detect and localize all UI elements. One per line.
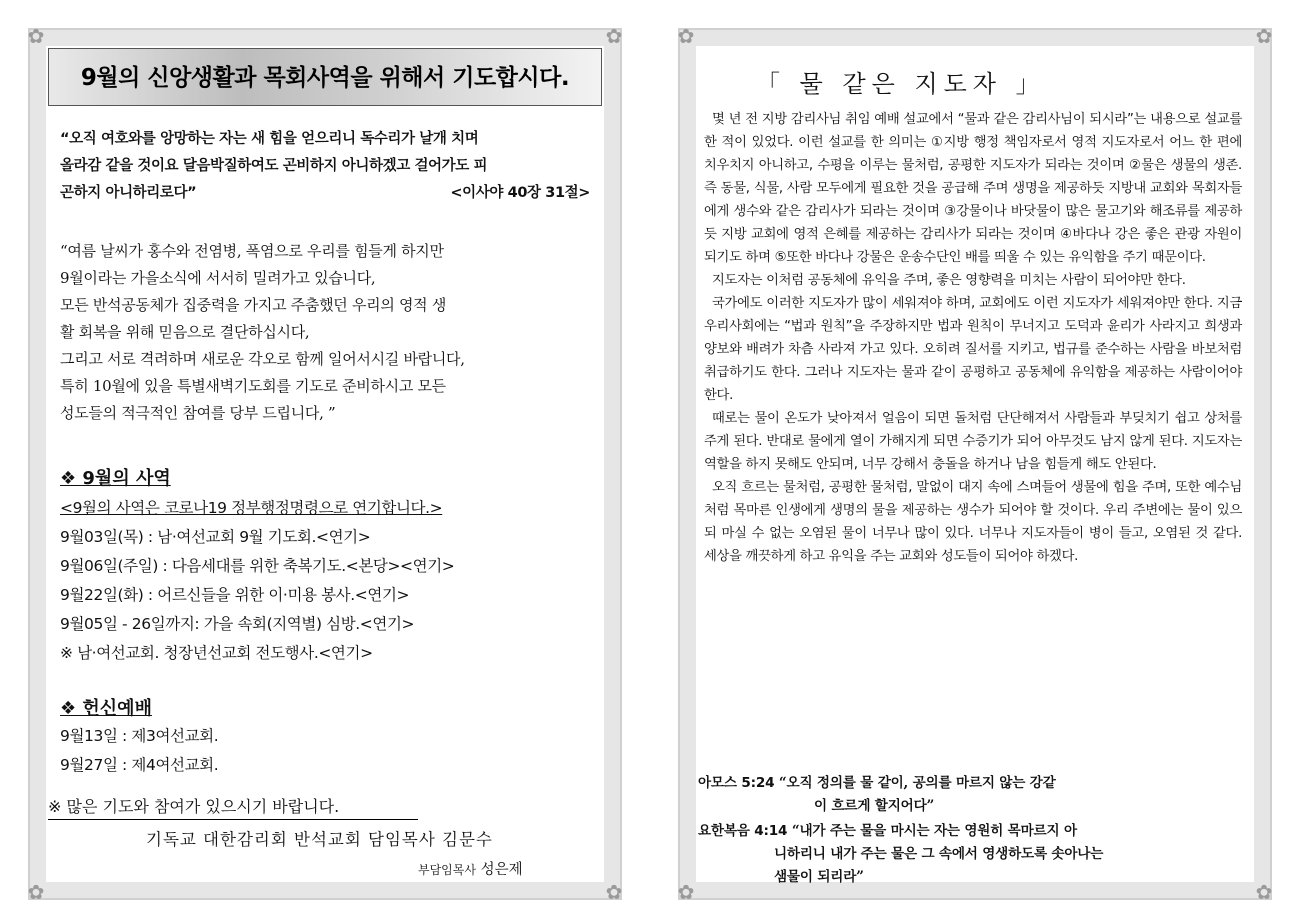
ministry-heading: ❖ 9월의 사역 [60, 468, 171, 489]
dedication-list [60, 722, 602, 780]
ref-text: “내가 주는 물을 마시는 자는 영원히 목마르지 아 [791, 823, 1077, 839]
message-line: 그리고 서로 격려하며 새로운 각오로 함께 일어서시길 바랍니다, [60, 350, 465, 368]
flower-icon: ✿ [677, 24, 695, 48]
flower-icon: ✿ [677, 880, 695, 904]
scripture-ref-amos [698, 772, 1242, 818]
left-content [46, 46, 604, 882]
flower-icon: ✿ [1255, 880, 1273, 904]
ref-text: 이 흐르게 할지어다” [814, 798, 935, 814]
article-paragraph: 몇 년 전 지방 감리사님 취임 예배 설교에서 “물과 같은 감리사님이 되시라”는 내용으로 설교를 한 적이 있었다. 이런 설교를 한 의미는 ①지방 행정 책임자로서 영적 지도자로서 어느 한 편에 치우치지 아니하고, 수평을 이루는 물처럼, 공평한 지도자가 되라는 것이며 ②물은 생물의 생존. 즉 동물, 식물, 사람 모두에게 필요한 것을 공급해 주며 생명을 제공하듯 지방내 교회와 목회자들에게 생수와 같은 감리사가 되라는 것이며 ③강물이나 바닷물이 많은 물고기와 해조류를 제공하듯 지방 교회에 영적 은혜를 제공하는 감리사가 되라는 것이며 ④바다나 강은 좋은 관광 자원이 되기도 하며 ⑤또한 바다나 강물은 운송수단인 배를 띄울 수 있는 유익함을 주기 때문이다. [704, 112, 1242, 265]
left-page [27, 24, 623, 904]
dedication-heading: ❖ 헌신예배 [60, 698, 152, 719]
list-item: 9월13일 : 제3여선교회. [60, 727, 219, 745]
signature-associate [418, 858, 523, 879]
list-item: 9월03일(목) : 남·여선교회 9월 기도회.<연기> [60, 528, 371, 546]
ministry-list [60, 494, 602, 668]
flower-icon: ✿ [27, 880, 45, 904]
article-title: 「 물 같은 지도자 」 [756, 70, 1046, 98]
list-item: 9월06일(주일) : 다음세대를 위한 축복기도.<본당><연기> [60, 557, 455, 575]
article-body [704, 108, 1242, 568]
associate-name: 성은제 [480, 862, 523, 878]
right-page [677, 24, 1273, 904]
ref-text: 니하리니 내가 주는 물은 그 속에서 영생하도록 솟아나는 [774, 846, 1104, 862]
flower-icon: ✿ [605, 880, 623, 904]
associate-title: 부담임목사 [418, 863, 476, 877]
scripture-verse [60, 126, 600, 207]
ref-text: 샘물이 되리라” [774, 869, 864, 885]
flower-icon: ✿ [27, 24, 45, 48]
message-line: 활 회복을 위해 믿음으로 결단하십시다, [60, 323, 310, 341]
article-paragraph: 지도자는 이처럼 공동체에 유익을 주며, 좋은 영향력을 미치는 사람이 되어야만 한다. [712, 273, 1186, 288]
message-line: “여름 날씨가 홍수와 전염병, 폭염으로 우리를 힘들게 하지만 [60, 242, 444, 260]
flower-icon: ✿ [605, 24, 623, 48]
message-line: 성도들의 적극적인 참여를 당부 드립니다, ” [60, 404, 336, 422]
verse-line: “오직 여호와를 앙망하는 자는 새 힘을 얻으리니 독수리가 날개 치며 [60, 131, 479, 147]
article-paragraph: 오직 흐르는 물처럼, 공평한 물처럼, 말없이 대지 속에 스며들어 생물에 힘을 주며, 또한 예수님처럼 목마른 인생에게 생명의 물을 제공하는 생수가 되어야 할 것이다. 우리 주변에는 물이 있으되 마실 수 없는 오염된 물이 너무나 많이 있다. 너무나 지도자들이 병이 들고, 오염된 것 같다. 세상을 깨끗하게 하고 유익을 주는 교회와 성도들이 되어야 하겠다. [704, 480, 1242, 564]
closing-note: ※ 많은 기도와 참여가 있으시기 바랍니다. [48, 794, 418, 820]
article-paragraph: 국가에도 이러한 지도자가 많이 세워져야 하며, 교회에도 이런 지도자가 세워져야만 한다. 지금 우리사회에는 “법과 원칙”을 주장하지만 법과 원칙이 무너지고 도덕과 윤리가 사라지고 희생과 양보와 배려가 차츰 사라져 가고 있다. 오히려 질서를 지키고, 법규를 준수하는 사람을 바보처럼 취급하기도 한다. 그러나 지도자는 물과 같이 공평하고 공동체에 유익함을 제공하는 사람이어야 한다. [704, 296, 1242, 403]
right-content [696, 46, 1254, 885]
list-item: 9월05일 - 26일까지: 가을 속회(지역별) 심방.<연기> [60, 615, 415, 633]
verse-reference: <이사야 40장 31절> [450, 185, 590, 201]
list-item: 9월22일(화) : 어르신들을 위한 이·미용 봉사.<연기> [60, 586, 410, 604]
scripture-ref-john [698, 820, 1242, 889]
flower-icon: ✿ [1255, 24, 1273, 48]
ministry-notice: <9월의 사역은 코로나19 정부행정명령으로 연기합니다.> [60, 499, 443, 517]
pastor-message [60, 238, 602, 427]
ref-label: 요한복음 4:14 [698, 823, 788, 839]
verse-line: 올라감 같을 것이요 달음박질하여도 곤비하지 아니하겠고 걸어가도 피 [60, 158, 488, 174]
signature-main: 기독교 대한감리회 반석교회 담임목사 김문수 [146, 830, 493, 849]
message-line: 모든 반석공동체가 집중력을 가지고 주춤했던 우리의 영적 생 [60, 296, 447, 314]
prayer-banner [48, 48, 602, 106]
list-item: 9월27일 : 제4여선교회. [60, 756, 219, 774]
verse-line: 곤하지 아니하리로다” [60, 185, 197, 201]
banner-title: 9월의 신앙생활과 목회사역을 위해서 기도합시다. [80, 65, 570, 91]
article-paragraph: 때로는 물이 온도가 낮아져서 얼음이 되면 돌처럼 단단해져서 사람들과 부딪치기 쉽고 상처를 주게 된다. 반대로 물에게 열이 가해지게 되면 수증기가 되어 아무것도 남지 않게 된다. 지도자는 역할을 하지 못해도 안되며, 너무 강해서 충돌을 하거나 남을 힘들게 해도 안된다. [704, 411, 1242, 472]
ref-label: 아모스 5:24 [698, 775, 775, 791]
ref-text: “오직 정의를 물 같이, 공의를 마르지 않는 강같 [778, 775, 1056, 791]
message-line: 9월이라는 가을소식에 서서히 밀려가고 있습니다, [60, 269, 376, 287]
message-line: 특히 10월에 있을 특별새벽기도회를 기도로 준비하시고 모든 [60, 377, 446, 395]
list-item: ※ 남·여선교회. 청장년선교회 전도행사.<연기> [60, 644, 373, 662]
